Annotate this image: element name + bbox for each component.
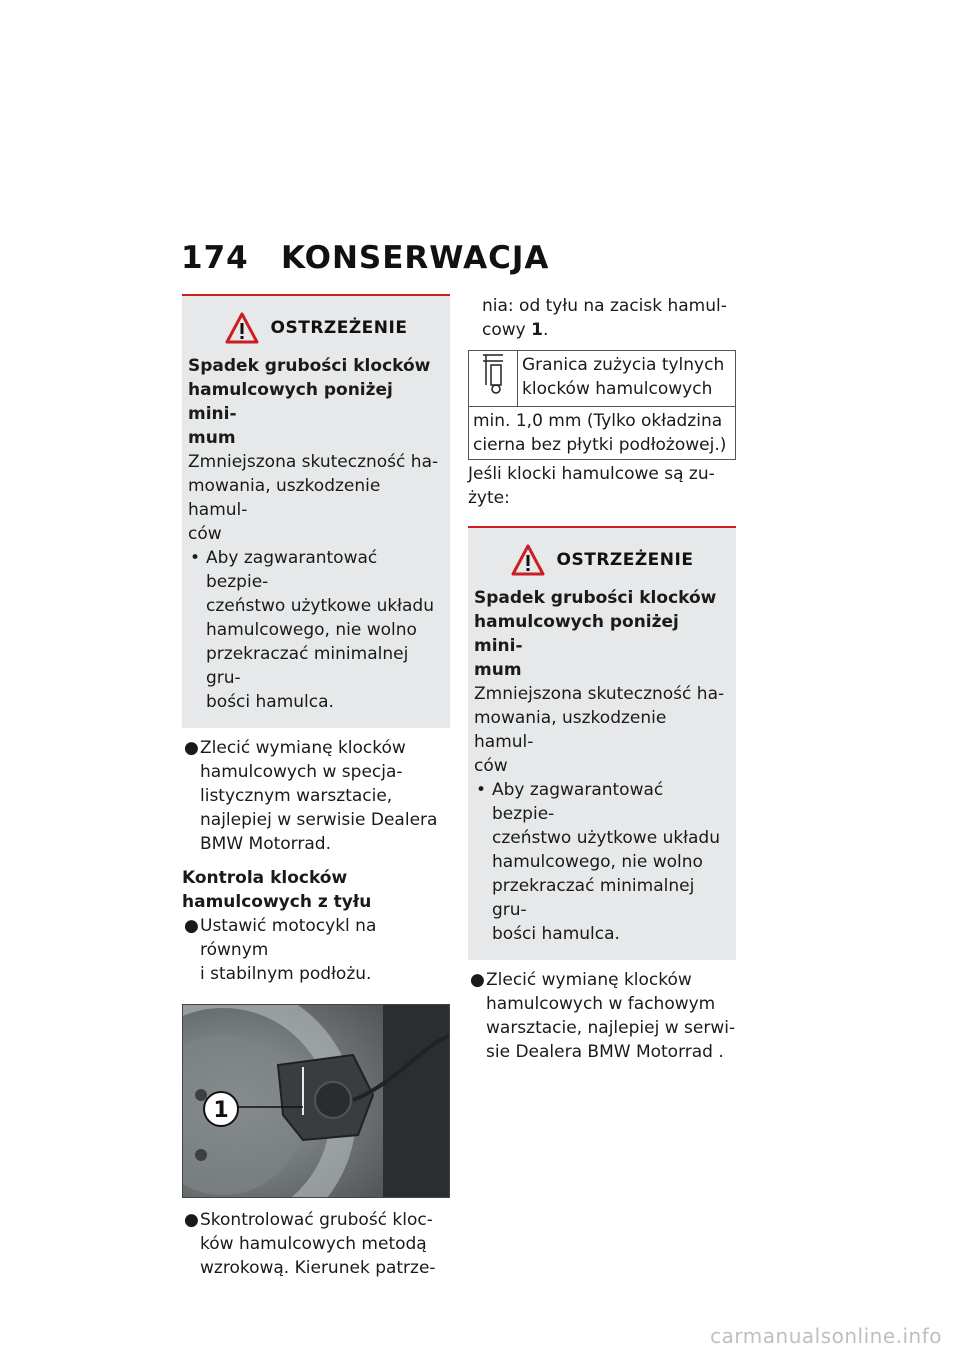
table-row bbox=[469, 351, 736, 407]
subheading-rear-pads: Kontrola klocków hamulcowych z tyłu bbox=[182, 868, 372, 912]
page-number: 174 bbox=[181, 240, 249, 276]
warning-label: OSTRZEŻENIE bbox=[270, 318, 408, 338]
warning-triangle-icon bbox=[511, 544, 545, 576]
warning-triangle-icon bbox=[225, 312, 259, 344]
right-column bbox=[468, 294, 736, 1064]
caliper-illustration bbox=[183, 1005, 450, 1198]
step-replace-pads: ● Zlecić wymianę klocków hamulcowych w specja- listycznym warsztacie, najlepiej w serwisie Dealera BMW Motorrad. bbox=[184, 738, 438, 854]
warning-title: Spadek grubości klocków hamulcowych poniżej mini- mum bbox=[474, 588, 717, 680]
section-title: KONSERWACJA bbox=[281, 240, 550, 276]
warning-header bbox=[188, 310, 444, 346]
table-row bbox=[469, 407, 736, 460]
warning-title: Spadek grubości klocków hamulcowych poniżej mini- mum bbox=[188, 356, 431, 448]
wear-limit-name: Granica zużycia tylnych klocków hamulcowych bbox=[518, 351, 736, 407]
left-column bbox=[182, 294, 450, 1280]
warning-measure: • Aby zagwarantować bezpie- czeństwo użytkowe układu hamulcowego, nie wolno przekraczać minimalnej gru- bości hamulca. bbox=[474, 778, 730, 946]
warning-header bbox=[474, 542, 730, 578]
warning-box-left bbox=[182, 294, 450, 728]
photo-callout-1: 1 bbox=[213, 1098, 229, 1123]
watermark: carmanualsonline.info bbox=[710, 1324, 942, 1348]
warning-consequence: Zmniejszona skuteczność ha- mowania, uszkodzenie hamul- ców bbox=[188, 452, 439, 544]
step-inspect-continued: nia: od tyłu na zacisk hamul- cowy 1. bbox=[482, 296, 727, 340]
step-replace-pads-workshop: ● Zlecić wymianę klocków hamulcowych w fachowym warsztacie, najlepiej w serwi- sie Dealera BMW Motorrad . bbox=[470, 970, 736, 1062]
wear-limit-table bbox=[468, 350, 736, 460]
wear-limit-value: min. 1,0 mm (Tylko okładzina cierna bez płytki podłożowej.) bbox=[469, 407, 736, 460]
condition-worn-pads: Jeśli klocki hamulcowe są zu- żyte: bbox=[468, 464, 715, 508]
step-inspect-pads: ● Skontrolować grubość kloc- ków hamulcowych metodą wzrokową. Kierunek patrze- bbox=[184, 1210, 436, 1278]
warning-box-right bbox=[468, 526, 736, 960]
brake-pad-gauge-icon bbox=[480, 353, 506, 397]
warning-measure: • Aby zagwarantować bezpie- czeństwo użytkowe układu hamulcowego, nie wolno przekraczać minimalnej gru- bości hamulca. bbox=[188, 546, 444, 714]
step-position-motorcycle: ● Ustawić motocykl na równym i stabilnym podłożu. bbox=[184, 916, 377, 984]
rear-brake-caliper-photo bbox=[182, 1004, 450, 1198]
warning-label: OSTRZEŻENIE bbox=[556, 550, 694, 570]
warning-consequence: Zmniejszona skuteczność ha- mowania, uszkodzenie hamul- ców bbox=[474, 684, 725, 776]
